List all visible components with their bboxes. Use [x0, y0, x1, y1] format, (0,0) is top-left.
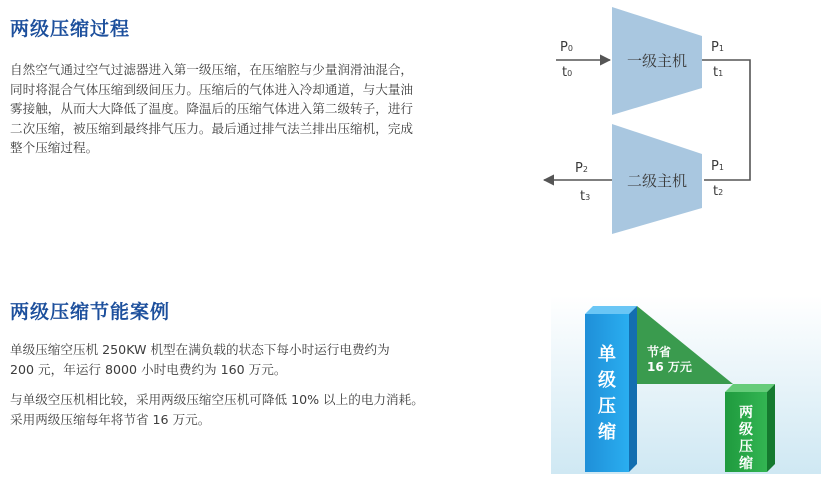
two-stage-char: 压 — [739, 439, 753, 455]
process-description-line: 雾接触，从而大大降低了温度。降温后的压缩气体进入第二级转子，进行 — [10, 101, 413, 116]
energy-case-line: 200 元，年运行 8000 小时电费约为 160 万元。 — [10, 361, 287, 377]
energy-case-line: 与单级空压机相比较，采用两级压缩空压机可降低 10% 以上的电力消耗。 — [10, 392, 424, 407]
two-stage-char: 缩 — [739, 456, 753, 472]
two-stage-bar-side — [767, 384, 775, 472]
stage2-pressure-label: P1 — [711, 159, 724, 174]
stage2-label: 二级主机 — [626, 172, 688, 190]
stage1-label: 一级主机 — [626, 52, 688, 70]
stage1-pressure-label: P1 — [711, 40, 724, 55]
process-title: 两级压缩过程 — [10, 18, 131, 40]
outlet-pressure-label: P2 — [575, 161, 588, 176]
energy-case-paragraph-2 — [10, 390, 424, 429]
energy-case-paragraph-1 — [10, 340, 390, 379]
process-description-line: 二次压缩，被压缩到最终排气压力。最后通过排气法兰排出压缩机，完成 — [10, 120, 413, 136]
energy-case-line: 采用两级压缩每年将节省 16 万元。 — [10, 411, 211, 427]
stage1-temperature-label: t1 — [713, 65, 724, 80]
two-stage-bar-top — [725, 384, 775, 392]
energy-savings-illustration — [551, 296, 821, 474]
process-description-line: 自然空气通过空气过滤器进入第一级压缩，在压缩腔与少量润滑油混合， — [10, 62, 413, 77]
process-description-line: 同时将混合气体压缩到级间压力。压缩后的气体进入冷却通道，与大量油 — [10, 81, 413, 97]
savings-amount: 16 万元 — [647, 360, 692, 374]
two-stage-char: 级 — [739, 422, 753, 438]
single-stage-bar-side — [629, 306, 637, 472]
savings-label: 节省 — [647, 345, 672, 359]
stage2-temperature-label: t2 — [713, 184, 724, 199]
inlet-temperature-label: t0 — [562, 65, 573, 80]
single-stage-char: 缩 — [598, 422, 616, 443]
two-stage-char: 两 — [739, 405, 753, 421]
single-stage-char: 级 — [598, 370, 616, 391]
intercooler-line — [702, 60, 750, 180]
single-stage-char: 压 — [598, 396, 616, 417]
single-stage-char: 单 — [598, 344, 616, 365]
energy-case-title: 两级压缩节能案例 — [10, 301, 171, 323]
outlet-temperature-label: t3 — [580, 189, 591, 204]
single-stage-bar — [585, 314, 629, 472]
single-stage-bar-top — [585, 306, 637, 314]
energy-case-line: 单级压缩空压机 250KW 机型在满负载的状态下每小时运行电费约为 — [10, 342, 390, 357]
inlet-pressure-label: P0 — [560, 40, 573, 55]
process-description-line: 整个压缩过程。 — [10, 140, 99, 155]
